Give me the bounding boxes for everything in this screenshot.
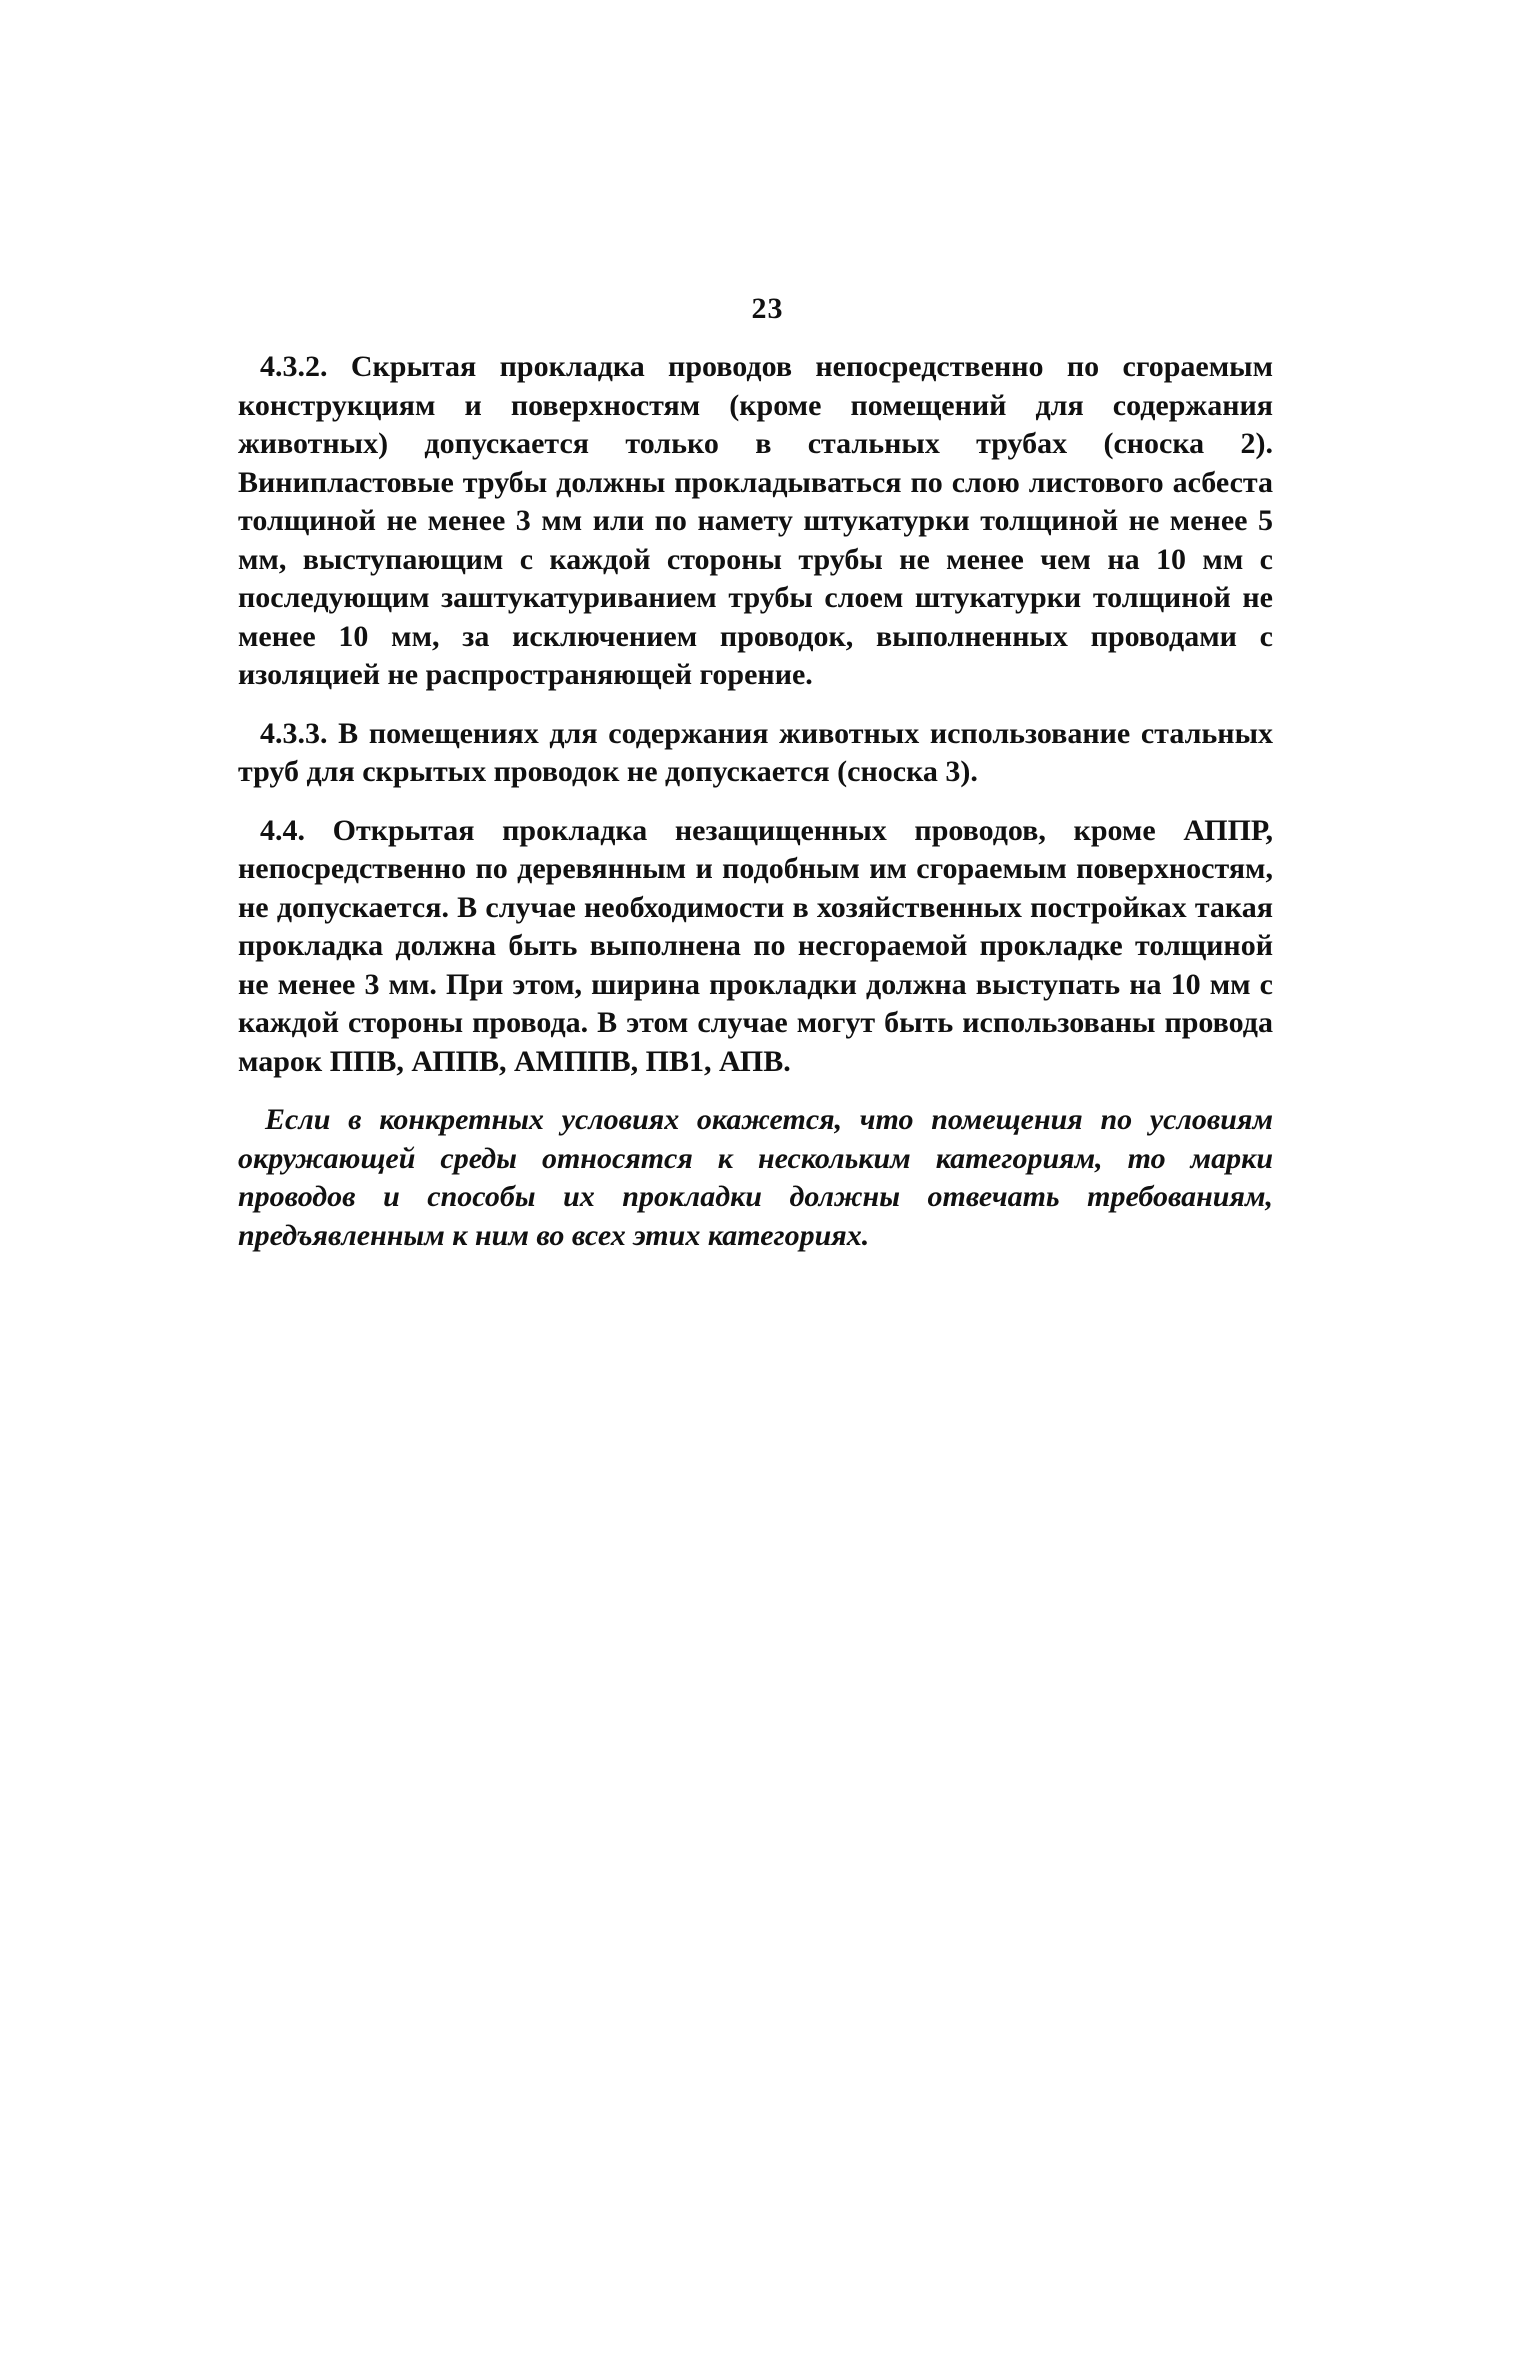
- italic-note: Если в конкретных условиях окажется, что помещения по условиям окружающей среды относятся к нескольким категориям, то марки проводов и способы их прокладки должны отвечать требованиям, предъявленным к ним во всех этих категориях.: [238, 1103, 1273, 1252]
- page-number: 23: [751, 292, 784, 325]
- paragraph-number: 4.3.2.: [260, 350, 328, 383]
- paragraph-4-3-2: [238, 348, 1273, 695]
- paragraph-number: 4.3.3.: [260, 716, 328, 750]
- paragraph-number: 4.4.: [260, 813, 305, 847]
- paragraph-text: В помещениях для содержания животных использование стальных труб для скрытых проводок не допускается (сноска 3).: [238, 716, 1273, 788]
- paragraph-4-3-3: [238, 715, 1273, 792]
- paragraph-text: Открытая прокладка незащищенных проводов, кроме АППР, непосредственно по деревянным и подобным им сгораемым поверхностям, не допускается. В случае необходимости в хозяйственных постройках такая прокладка должна быть выполнена по несгораемой прокладке толщиной не менее 3 мм. При этом, ширина прокладки должна выступать на 10 мм с каждой стороны провода. В этом случае могут быть использованы провода марок ППВ, АППВ, АМППВ, ПВ1, АПВ.: [238, 813, 1274, 1078]
- paragraph-text: Скрытая прокладка проводов непосредственно по сгораемым конструкциям и поверхностям (кроме помещений для содержания животных) допускается только в стальных трубах (сноска 2). Винипластовые трубы должны прокладываться по слою листового асбеста толщиной не менее 3 мм или по намету штукатурки толщиной не менее 5 мм, выступающим с каждой стороны трубы не менее чем на 10 мм с последующим заштукатуриванием трубы слоем штукатурки толщиной не менее 10 мм, за исключением проводок, выполненных проводами с изоляцией не распространяющей горение.: [238, 350, 1273, 691]
- paragraph-4-4: [238, 812, 1273, 1082]
- document-body: [238, 348, 1273, 1275]
